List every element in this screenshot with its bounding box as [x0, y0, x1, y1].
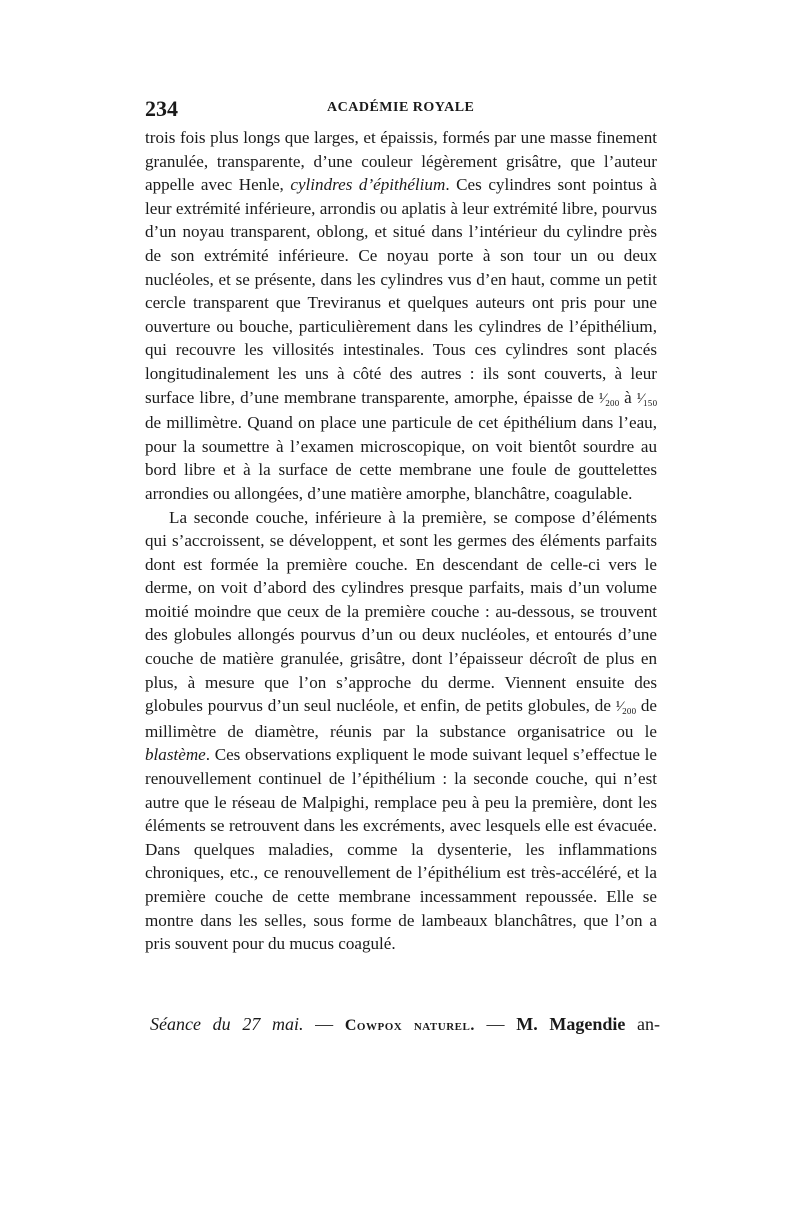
session-heading-line: [150, 1014, 660, 1035]
dash-separator: —: [474, 1014, 517, 1034]
paragraph-2-text-a: La seconde couche, inférieure à la première, se compose d’éléments qui s’accroissent, se développent, et sont les germes des éléments parfaits dont est formée la première couche. En descendant de celle-ci vers le derme, on voit d’abord des cylindres presque parfaits, mais d’un volume moitié moindre que ceux de la première couche : au-dessous, se trouvent des globules allongés pourvus d’un ou deux nucléoles, et entourés d’une couche de matière granulée, grisâtre, dont l’épaisseur décroît de plus en plus, à mesure que l’on s’approche du derme. Viennent ensuite des globules pourvus d’un seul nucléole, et enfin, de petits globules, de: [145, 507, 657, 716]
paragraph-1: [145, 126, 657, 506]
speaker-name: M. Magendie: [516, 1014, 626, 1034]
paragraph-2-italic-term: blastème: [145, 745, 206, 765]
dash-separator: —: [303, 1014, 345, 1034]
paragraph-1-text-b: . Ces cylindres sont pointus à leur extrémité inférieure, arrondis ou aplatis à leur extrémité libre, pourvus d’un noyau transparent, oblong, et situé dans l’intérieur du cylindre près de son extrémité inférieure. Ce noyau porte à son tour un ou deux nucléoles, et se présente, dans les cylindres vus d’en haut, comme un petit cercle transparent que Treviranus et quelques auteurs ont pris pour une ouverture ou bouche, particulièrement dans les cylindres de l’épithélium, qui recouvre les villosités intestinales. Tous ces cylindres sont placés longitudinalement les uns à côté des autres : ils sont couverts, à leur surface libre, d’une membrane transparente, amorphe, épaisse de: [145, 175, 657, 407]
paragraph-2: [145, 506, 657, 956]
fraction-one-two-hundredth: ¹⁄₂₀₀: [598, 390, 620, 407]
fraction-one-hundred-fiftieth: ¹⁄₁₅₀: [636, 390, 657, 407]
paragraph-2-text-c: . Ces observations expliquent le mode suivant lequel s’effectue le renouvellement continuel de l’épithélium : la seconde couche, qui n’est autre que le réseau de Malpighi, remplace peu à peu la première, dont les éléments se retrouvent dans les excréments, avec lesquels elle est évacuée. Dans quelques maladies, comme la dysenterie, les inflammations chroniques, etc., ce renouvellement de l’épithélium est très-accéléré, et la première couche de cette membrane incessamment repoussée. Elle se montre dans les selles, sous forme de lambeaux blanchâtres, que l’on a pris souvent pour du mucus coagulé.: [145, 745, 657, 954]
fraction-one-two-hundredth: ¹⁄₂₀₀: [615, 699, 636, 716]
page-number: 234: [145, 96, 178, 121]
session-date: Séance du 27 mai.: [150, 1014, 304, 1034]
hyphenated-continuation: an-: [625, 1014, 661, 1034]
session-topic: Cowpox naturel.: [344, 1017, 475, 1034]
paragraph-1-text-c: à: [619, 387, 637, 407]
running-title: ACADÉMIE ROYALE: [327, 100, 475, 115]
paragraph-1-text-d: de millimètre. Quand on place une particule de cet épithélium dans l’eau, pour la soumettre à l’examen microscopique, on voit bientôt sourdre au bord libre et à la surface de cette membrane une foule de gouttelettes arrondies ou allongées, d’une matière amorphe, blanchâtre, coagulable.: [145, 413, 657, 503]
body-text: [145, 126, 657, 956]
paragraph-1-italic-term: cylindres d’épithélium: [290, 175, 446, 195]
page-header: [145, 96, 657, 126]
paragraph-1-text-a: trois fois plus longs que larges, et épaissis, formés par une masse finement granulée, transparente, d’une couleur légèrement grisâtre, que l’auteur appelle avec Henle,: [145, 128, 657, 195]
paragraph-2-text-b: de millimètre de diamètre, réunis par la substance organisatrice ou le: [145, 696, 657, 741]
